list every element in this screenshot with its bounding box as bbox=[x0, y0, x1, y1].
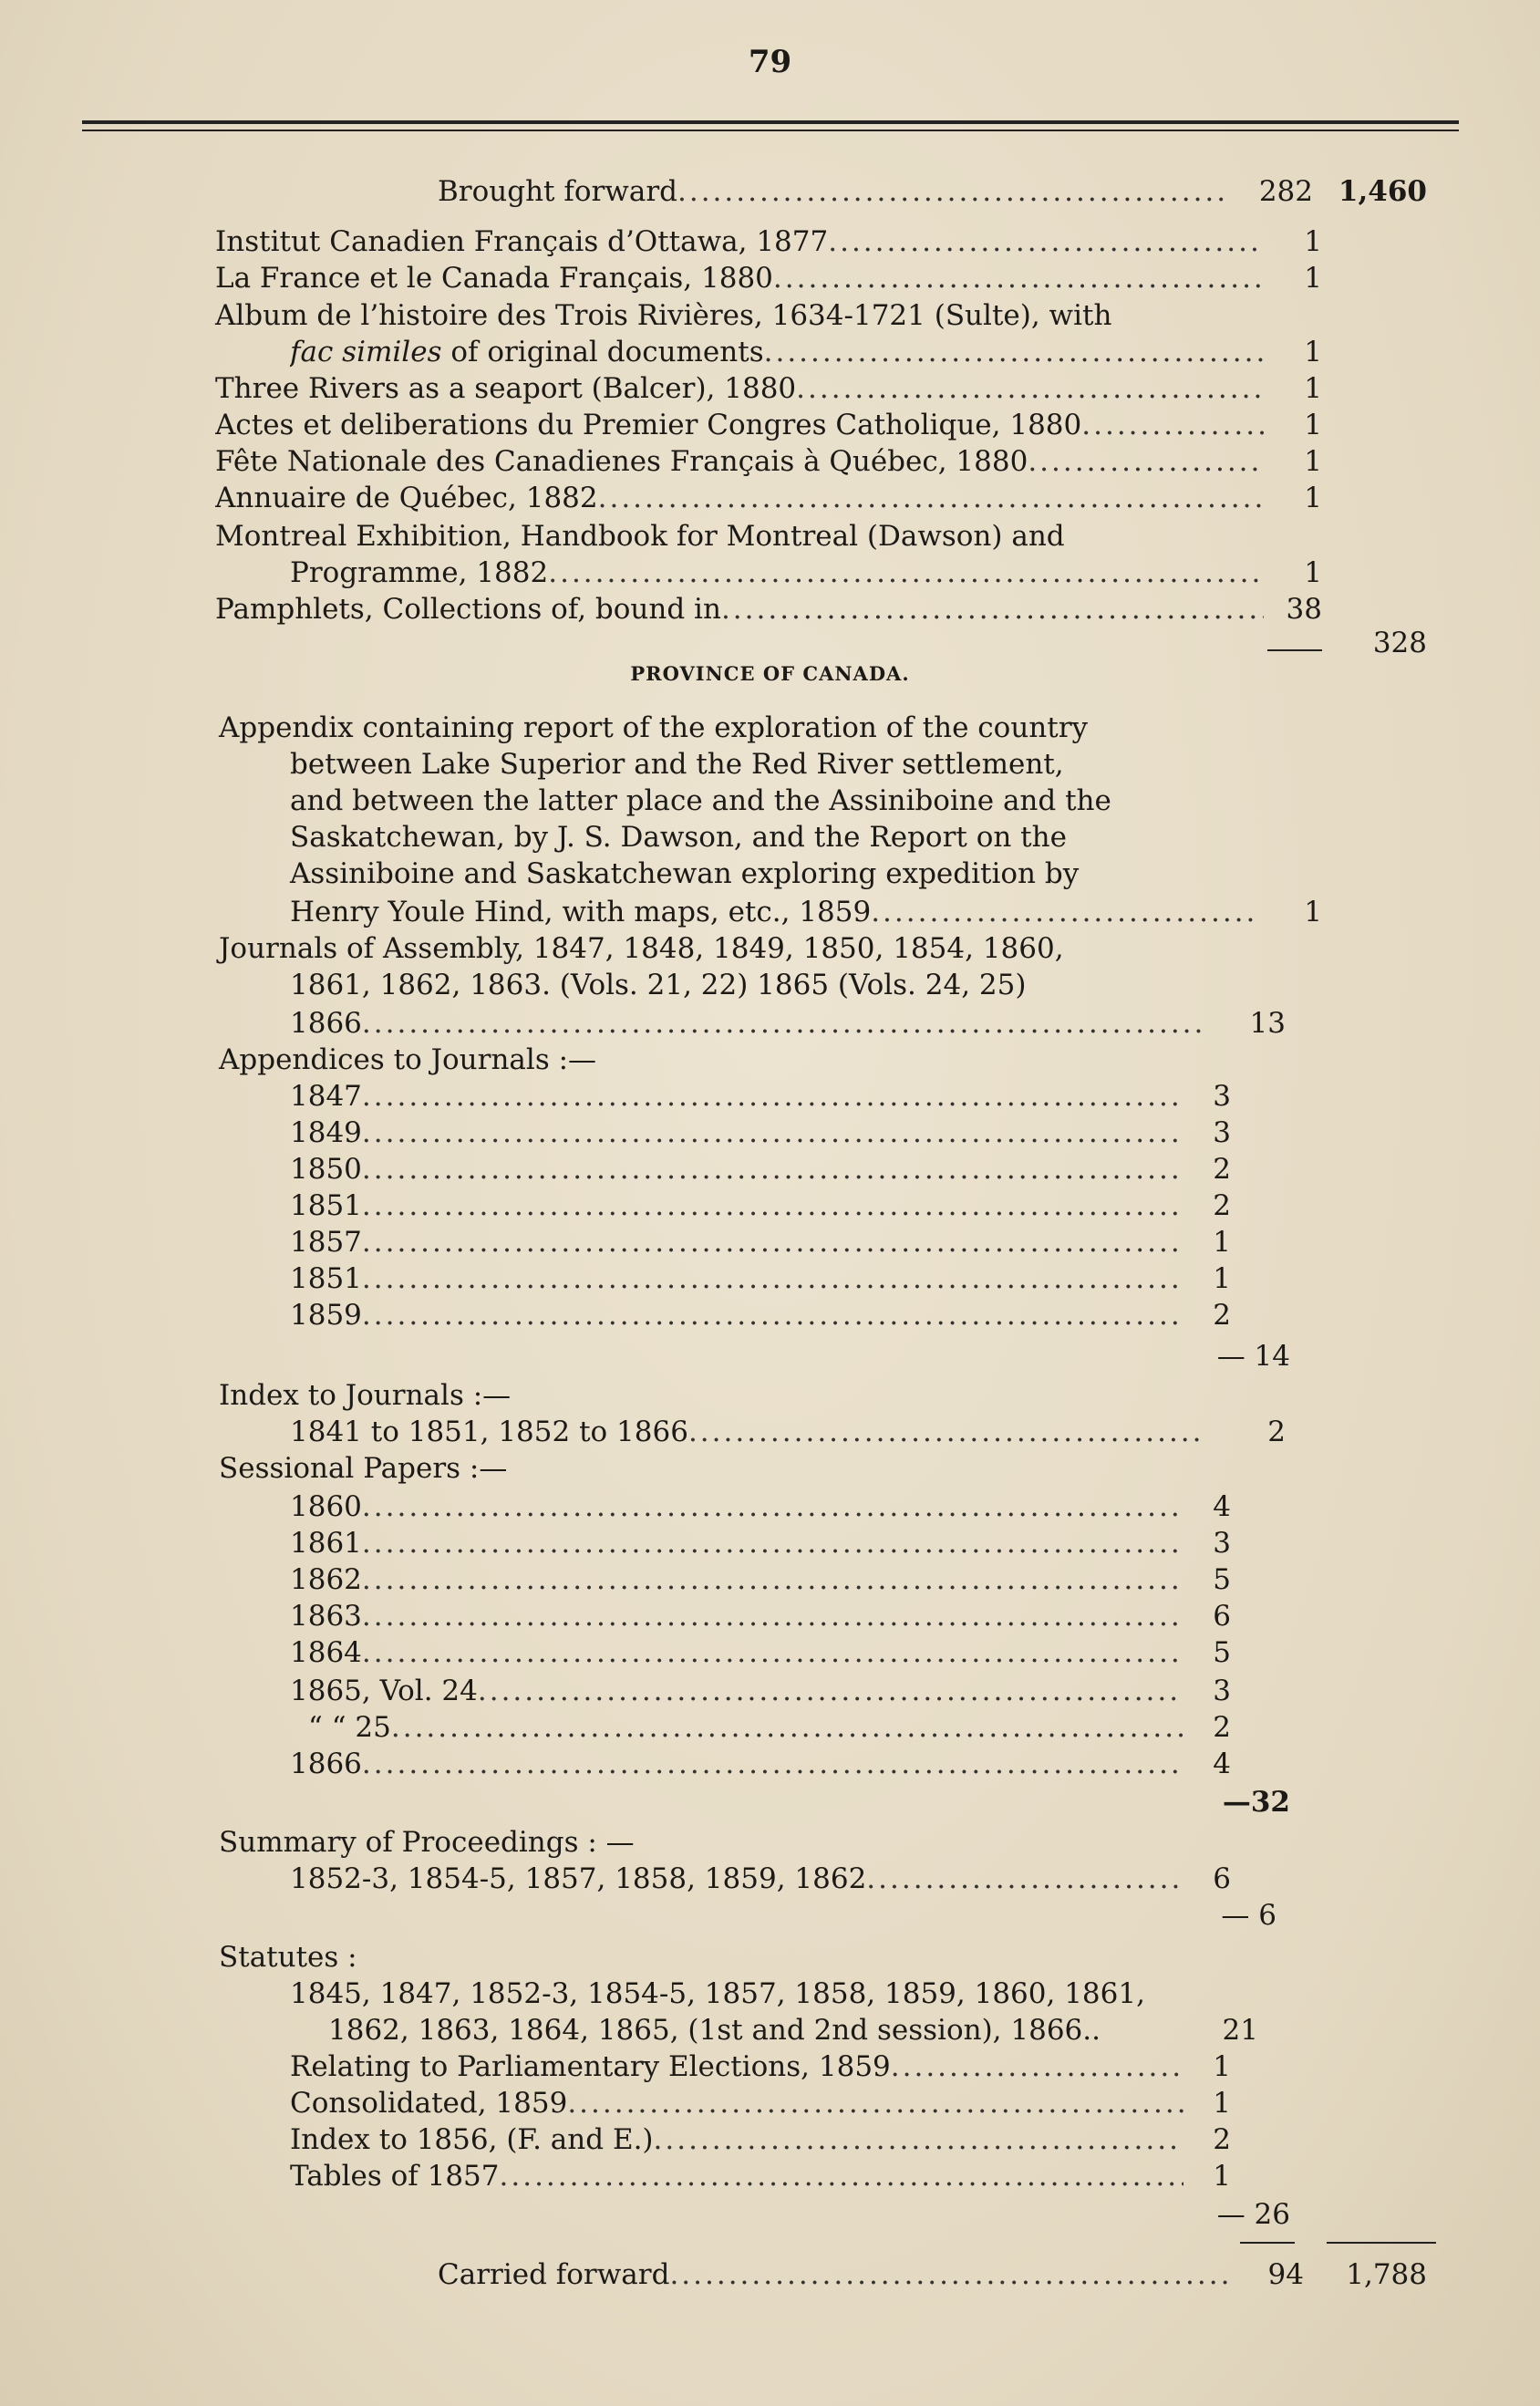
item-count: 3 bbox=[1213, 1527, 1231, 1560]
list-item: Tables of 1857 ..... bbox=[290, 2158, 1183, 2194]
header-rule bbox=[82, 130, 1459, 131]
item-count: 4 bbox=[1213, 1747, 1231, 1780]
list-item: “ “ 25 ..... bbox=[308, 1709, 1183, 1746]
item-count: 2 bbox=[1213, 1299, 1231, 1332]
item-count: 2 bbox=[1213, 1153, 1231, 1186]
list-item: 1851 ..... bbox=[290, 1260, 1183, 1297]
item-count: 1 bbox=[1304, 482, 1322, 514]
list-item: La France et le Canada Français, 1880 ..... bbox=[215, 260, 1264, 296]
statutes-line: 1845, 1847, 1852-3, 1854-5, 1857, 1858, 1859, 1860, 1861, bbox=[290, 1977, 1145, 2010]
list-item: Relating to Parliamentary Elections, 1859 ..... bbox=[290, 2048, 1183, 2085]
list-item: 1863 ..... bbox=[290, 1598, 1183, 1634]
list-item: Montreal Exhibition, Handbook for Montreal (Dawson) and bbox=[215, 520, 1065, 553]
item-count: 21 bbox=[1222, 2014, 1258, 2047]
item-count: 1 bbox=[1304, 372, 1322, 405]
item-count: 5 bbox=[1213, 1563, 1231, 1596]
item-count: 1 bbox=[1213, 2087, 1231, 2120]
list-item: 1866 ..... bbox=[290, 1746, 1183, 1782]
section-total: — 14 bbox=[1216, 1340, 1290, 1373]
brought-forward-label: Brought forward bbox=[438, 175, 677, 208]
appendix-line: Appendix containing report of the exploration of the country bbox=[219, 711, 1089, 744]
appendix-line: and between the latter place and the Assiniboine and the bbox=[290, 784, 1111, 817]
statutes-line: 1862, 1863, 1864, 1865, (1st and 2nd session), 1866.. bbox=[328, 2014, 1101, 2047]
list-item: 1864 ..... bbox=[290, 1634, 1183, 1671]
list-item: fac similes of original documents ..... bbox=[290, 334, 1264, 370]
list-item: Institut Canadien Français d’Ottawa, 1877 ..... bbox=[215, 223, 1264, 260]
item-count: 1 bbox=[1304, 336, 1322, 368]
list-item: 1862 ..... bbox=[290, 1561, 1183, 1598]
list-item: 1841 to 1851, 1852 to 1866 ..... bbox=[290, 1414, 1202, 1450]
list-item: Actes et deliberations du Premier Congres Catholique, 1880 ..... bbox=[215, 407, 1264, 443]
item-count: 1 bbox=[1304, 896, 1322, 928]
list-item: Annuaire de Québec, 1882 ..... bbox=[215, 480, 1264, 516]
section-total: — 6 bbox=[1221, 1899, 1276, 1932]
total-rule bbox=[1327, 2242, 1436, 2244]
summary-title: Summary of Proceedings : — bbox=[219, 1826, 635, 1859]
list-item: Henry Youle Hind, with maps, etc., 1859 ..... bbox=[290, 894, 1256, 930]
journals-line: Journals of Assembly, 1847, 1848, 1849, 1850, 1854, 1860, bbox=[219, 932, 1064, 965]
list-item: 1859 ..... bbox=[290, 1297, 1183, 1333]
item-count: 1 bbox=[1213, 1226, 1231, 1259]
item-count: 3 bbox=[1213, 1080, 1231, 1113]
brought-forward-row bbox=[438, 173, 1231, 210]
carried-forward-label: Carried forward bbox=[438, 2258, 670, 2291]
list-item: 1861 ..... bbox=[290, 1525, 1183, 1561]
item-count: 3 bbox=[1213, 1675, 1231, 1707]
carried-forward-row bbox=[438, 2256, 1231, 2293]
page-number: 79 bbox=[748, 44, 792, 80]
list-item: 1857 ..... bbox=[290, 1224, 1183, 1260]
item-count: 6 bbox=[1213, 1600, 1231, 1633]
item-count: 2 bbox=[1267, 1416, 1286, 1448]
list-item: 1866 ..... bbox=[290, 1005, 1202, 1042]
appendices-title: Appendices to Journals :— bbox=[219, 1043, 597, 1076]
appendix-line: Saskatchewan, by J. S. Dawson, and the Report on the bbox=[290, 821, 1067, 854]
list-item: 1847 ..... bbox=[290, 1078, 1183, 1115]
item-count: 1 bbox=[1304, 262, 1322, 295]
brought-forward-col-a: 282 bbox=[1258, 175, 1313, 208]
carried-forward-col-a: 94 bbox=[1267, 2258, 1304, 2291]
section-heading: PROVINCE OF CANADA. bbox=[630, 662, 910, 685]
item-count: 6 bbox=[1213, 1862, 1231, 1895]
item-count: 1 bbox=[1213, 1262, 1231, 1295]
total-rule bbox=[1240, 2242, 1295, 2244]
journals-line: 1861, 1862, 1863. (Vols. 21, 22) 1865 (Vols. 24, 25) bbox=[290, 969, 1027, 1001]
item-count: 1 bbox=[1213, 2050, 1231, 2083]
section-total: 328 bbox=[1372, 627, 1427, 659]
section-total: — 26 bbox=[1216, 2198, 1290, 2231]
statutes-title: Statutes : bbox=[219, 1941, 357, 1974]
section-total: —32 bbox=[1222, 1786, 1290, 1819]
list-item: Pamphlets, Collections of, bound in ..... bbox=[215, 591, 1264, 627]
list-item: Index to 1856, (F. and E.) ..... bbox=[290, 2121, 1183, 2158]
item-count: 3 bbox=[1213, 1116, 1231, 1149]
item-count: 38 bbox=[1286, 593, 1322, 626]
item-count: 2 bbox=[1213, 1711, 1231, 1744]
list-item: 1852-3, 1854-5, 1857, 1858, 1859, 1862 ..... bbox=[290, 1861, 1183, 1897]
item-count: 2 bbox=[1213, 2123, 1231, 2156]
list-item: 1849 ..... bbox=[290, 1115, 1183, 1151]
item-count: 1 bbox=[1304, 409, 1322, 441]
sessional-title: Sessional Papers :— bbox=[219, 1452, 508, 1485]
header-rule bbox=[82, 120, 1459, 124]
item-count: 5 bbox=[1213, 1636, 1231, 1669]
item-count: 13 bbox=[1249, 1007, 1286, 1040]
brought-forward-col-b: 1,460 bbox=[1338, 175, 1427, 208]
list-item: 1851 ..... bbox=[290, 1187, 1183, 1224]
appendix-line: Assiniboine and Saskatchewan exploring expedition by bbox=[290, 857, 1080, 890]
list-item: Album de l’histoire des Trois Rivières, 1634-1721 (Sulte), with bbox=[215, 299, 1112, 332]
appendix-line: between Lake Superior and the Red River settlement, bbox=[290, 748, 1064, 781]
list-item: Programme, 1882 ..... bbox=[290, 555, 1264, 591]
list-item: 1850 ..... bbox=[290, 1151, 1183, 1187]
carried-forward-col-b: 1,788 bbox=[1346, 2258, 1427, 2291]
index-title: Index to Journals :— bbox=[219, 1379, 512, 1412]
list-item: 1860 ..... bbox=[290, 1488, 1183, 1525]
item-count: 1 bbox=[1304, 445, 1322, 478]
list-item: Fête Nationale des Canadienes Français à Québec, 1880 ..... bbox=[215, 443, 1264, 480]
subtotal-rule bbox=[1267, 649, 1322, 651]
list-item: Consolidated, 1859 ..... bbox=[290, 2085, 1183, 2121]
item-count: 1 bbox=[1304, 225, 1322, 258]
list-item: Three Rivers as a seaport (Balcer), 1880 ..... bbox=[215, 370, 1264, 407]
item-count: 1 bbox=[1213, 2160, 1231, 2193]
item-count: 4 bbox=[1213, 1490, 1231, 1523]
item-count: 2 bbox=[1213, 1189, 1231, 1222]
item-count: 1 bbox=[1304, 556, 1322, 589]
list-item: 1865, Vol. 24 ..... bbox=[290, 1673, 1183, 1709]
